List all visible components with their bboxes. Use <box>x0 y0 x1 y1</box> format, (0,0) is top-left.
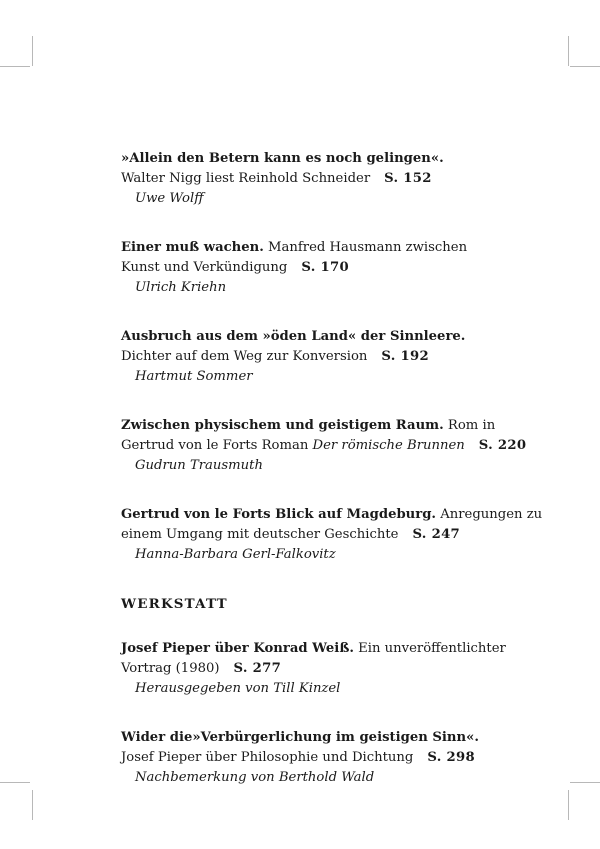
page-reference: S. 220 <box>478 438 527 453</box>
crop-mark <box>32 36 33 66</box>
page-reference: S. 247 <box>412 527 461 542</box>
page-reference: S. 298 <box>427 750 475 765</box>
entry-author: Nachbemerkung von Berthold Wald <box>135 770 375 785</box>
page-reference: S. 152 <box>384 171 432 186</box>
entry-title: Einer muß wachen. <box>121 240 264 255</box>
entry-description: einem Umgang mit deutscher Geschichte <box>121 527 399 542</box>
entry-author: Hartmut Sommer <box>135 369 253 384</box>
toc-entry <box>121 149 561 209</box>
entry-title: Josef Pieper über Konrad Weiß. <box>121 641 354 656</box>
entry-description: Kunst und Verkündigung <box>121 260 288 275</box>
crop-mark <box>32 790 33 820</box>
entry-title: Zwischen physischem und geistigem Raum. <box>121 418 444 433</box>
entry-title: Gertrud von le Forts Blick auf Magdeburg. <box>121 507 437 522</box>
section-heading: WERKSTATT <box>121 596 228 612</box>
toc-entry <box>121 639 561 699</box>
entry-title: »Allein den Betern kann es noch gelingen«. <box>121 151 444 166</box>
entry-description: Gertrud von le Forts Roman <box>121 438 313 453</box>
entry-author: Herausgegeben von Till Kinzel <box>135 681 341 696</box>
crop-mark <box>0 66 30 67</box>
table-of-contents <box>121 149 561 817</box>
entry-description: Anregungen zu <box>436 507 543 522</box>
crop-mark <box>568 790 569 820</box>
page-reference: S. 192 <box>381 349 429 364</box>
entry-author: Hanna-Barbara Gerl-Falkovitz <box>135 547 336 562</box>
entry-description: Ein unveröffentlichter <box>353 641 506 656</box>
entry-author: Uwe Wolff <box>135 191 204 206</box>
toc-entry <box>121 728 561 788</box>
crop-mark <box>568 36 569 66</box>
entry-description: Vortrag (1980) <box>121 661 220 676</box>
entry-author: Ulrich Kriehn <box>135 280 227 295</box>
entry-author: Gudrun Trausmuth <box>135 458 263 473</box>
entry-title: Ausbruch aus dem »öden Land« der Sinnleere. <box>121 329 466 344</box>
entry-description: Josef Pieper über Philosophie und Dichtung <box>121 750 414 765</box>
crop-mark <box>570 782 600 783</box>
entry-description: Walter Nigg liest Reinhold Schneider <box>121 171 371 186</box>
entry-title: Wider die»Verbürgerlichung im geistigen Sinn«. <box>121 730 479 745</box>
page-reference: S. 277 <box>233 661 282 676</box>
page-reference: S. 170 <box>301 260 349 275</box>
crop-mark <box>570 66 600 67</box>
crop-mark <box>0 782 30 783</box>
entry-description: Rom in <box>443 418 496 433</box>
work-title: Der römische Brunnen <box>312 438 465 453</box>
toc-entry <box>121 505 561 565</box>
toc-group-werkstatt <box>121 639 561 788</box>
entry-description: Dichter auf dem Weg zur Konversion <box>121 349 368 364</box>
toc-group-main <box>121 149 561 565</box>
toc-entry <box>121 416 561 476</box>
entry-description: Manfred Hausmann zwischen <box>263 240 468 255</box>
toc-entry <box>121 238 561 298</box>
toc-entry <box>121 327 561 387</box>
